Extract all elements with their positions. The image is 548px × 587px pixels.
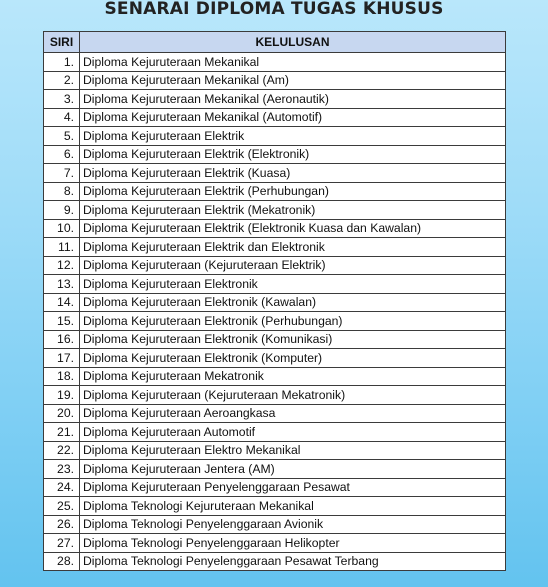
- table-row: [44, 312, 506, 331]
- kelulusan-cell: Diploma Kejuruteraan Mekanikal: [80, 53, 506, 72]
- kelulusan-cell: Diploma Kejuruteraan Elektrik (Elektronik Kuasa dan Kawalan): [80, 219, 506, 238]
- table-row: [44, 275, 506, 294]
- table-row: [44, 497, 506, 516]
- table-row: [44, 423, 506, 442]
- kelulusan-cell: Diploma Kejuruteraan Elektro Mekanikal: [80, 441, 506, 460]
- table-row: [44, 404, 506, 423]
- siri-cell: 21.: [44, 423, 80, 442]
- kelulusan-cell: Diploma Kejuruteraan Penyelenggaraan Pesawat: [80, 478, 506, 497]
- table-row: [44, 349, 506, 368]
- table-body: [44, 53, 506, 571]
- siri-cell: 22.: [44, 441, 80, 460]
- table-row: [44, 441, 506, 460]
- table-row: [44, 182, 506, 201]
- kelulusan-cell: Diploma Kejuruteraan Elektronik (Komputer): [80, 349, 506, 368]
- kelulusan-cell: Diploma Kejuruteraan Aeroangkasa: [80, 404, 506, 423]
- kelulusan-cell: Diploma Teknologi Penyelenggaraan Avionik: [80, 515, 506, 534]
- table-row: [44, 478, 506, 497]
- kelulusan-cell: Diploma Kejuruteraan Mekatronik: [80, 367, 506, 386]
- kelulusan-cell: Diploma Kejuruteraan (Kejuruteraan Mekatronik): [80, 386, 506, 405]
- table-row: [44, 552, 506, 571]
- kelulusan-cell: Diploma Kejuruteraan (Kejuruteraan Elektrik): [80, 256, 506, 275]
- kelulusan-cell: Diploma Teknologi Penyelenggaraan Helikopter: [80, 534, 506, 553]
- kelulusan-cell: Diploma Kejuruteraan Mekanikal (Am): [80, 71, 506, 90]
- column-header-siri: SIRI: [44, 32, 80, 53]
- siri-cell: 26.: [44, 515, 80, 534]
- table-row: [44, 238, 506, 257]
- table-row: [44, 108, 506, 127]
- siri-cell: 8.: [44, 182, 80, 201]
- siri-cell: 2.: [44, 71, 80, 90]
- table-row: [44, 293, 506, 312]
- kelulusan-cell: Diploma Kejuruteraan Elektrik (Mekatronik): [80, 201, 506, 220]
- siri-cell: 12.: [44, 256, 80, 275]
- siri-cell: 23.: [44, 460, 80, 479]
- table-row: [44, 367, 506, 386]
- table-header: [44, 32, 506, 53]
- siri-cell: 24.: [44, 478, 80, 497]
- siri-cell: 6.: [44, 145, 80, 164]
- header-row: [44, 32, 506, 53]
- kelulusan-cell: Diploma Kejuruteraan Elektronik (Komunikasi): [80, 330, 506, 349]
- kelulusan-cell: Diploma Kejuruteraan Elektronik (Kawalan): [80, 293, 506, 312]
- siri-cell: 16.: [44, 330, 80, 349]
- table-row: [44, 90, 506, 109]
- table-row: [44, 201, 506, 220]
- siri-cell: 10.: [44, 219, 80, 238]
- kelulusan-cell: Diploma Kejuruteraan Elektrik: [80, 127, 506, 146]
- table-row: [44, 164, 506, 183]
- siri-cell: 20.: [44, 404, 80, 423]
- diploma-table: [43, 31, 506, 571]
- table-row: [44, 515, 506, 534]
- table-row: [44, 534, 506, 553]
- siri-cell: 18.: [44, 367, 80, 386]
- kelulusan-cell: Diploma Teknologi Penyelenggaraan Pesawat Terbang: [80, 552, 506, 571]
- table-row: [44, 71, 506, 90]
- kelulusan-cell: Diploma Kejuruteraan Mekanikal (Automotif): [80, 108, 506, 127]
- table-row: [44, 460, 506, 479]
- siri-cell: 15.: [44, 312, 80, 331]
- siri-cell: 13.: [44, 275, 80, 294]
- kelulusan-cell: Diploma Kejuruteraan Automotif: [80, 423, 506, 442]
- table-row: [44, 53, 506, 72]
- siri-cell: 27.: [44, 534, 80, 553]
- siri-cell: 3.: [44, 90, 80, 109]
- kelulusan-cell: Diploma Kejuruteraan Elektrik dan Elektronik: [80, 238, 506, 257]
- kelulusan-cell: Diploma Kejuruteraan Elektrik (Perhubungan): [80, 182, 506, 201]
- siri-cell: 28.: [44, 552, 80, 571]
- siri-cell: 19.: [44, 386, 80, 405]
- siri-cell: 17.: [44, 349, 80, 368]
- siri-cell: 25.: [44, 497, 80, 516]
- table-row: [44, 219, 506, 238]
- kelulusan-cell: Diploma Kejuruteraan Elektronik (Perhubungan): [80, 312, 506, 331]
- kelulusan-cell: Diploma Kejuruteraan Elektronik: [80, 275, 506, 294]
- siri-cell: 11.: [44, 238, 80, 257]
- column-header-kelulusan: KELULUSAN: [80, 32, 506, 53]
- siri-cell: 7.: [44, 164, 80, 183]
- siri-cell: 9.: [44, 201, 80, 220]
- table-row: [44, 386, 506, 405]
- kelulusan-cell: Diploma Kejuruteraan Elektrik (Kuasa): [80, 164, 506, 183]
- siri-cell: 1.: [44, 53, 80, 72]
- table-row: [44, 330, 506, 349]
- page-title: SENARAI DIPLOMA TUGAS KHUSUS: [104, 0, 444, 19]
- siri-cell: 4.: [44, 108, 80, 127]
- kelulusan-cell: Diploma Kejuruteraan Elektrik (Elektronik): [80, 145, 506, 164]
- siri-cell: 5.: [44, 127, 80, 146]
- table-row: [44, 145, 506, 164]
- table-row: [44, 127, 506, 146]
- kelulusan-cell: Diploma Teknologi Kejuruteraan Mekanikal: [80, 497, 506, 516]
- kelulusan-cell: Diploma Kejuruteraan Jentera (AM): [80, 460, 506, 479]
- kelulusan-cell: Diploma Kejuruteraan Mekanikal (Aeronautik): [80, 90, 506, 109]
- table-row: [44, 256, 506, 275]
- siri-cell: 14.: [44, 293, 80, 312]
